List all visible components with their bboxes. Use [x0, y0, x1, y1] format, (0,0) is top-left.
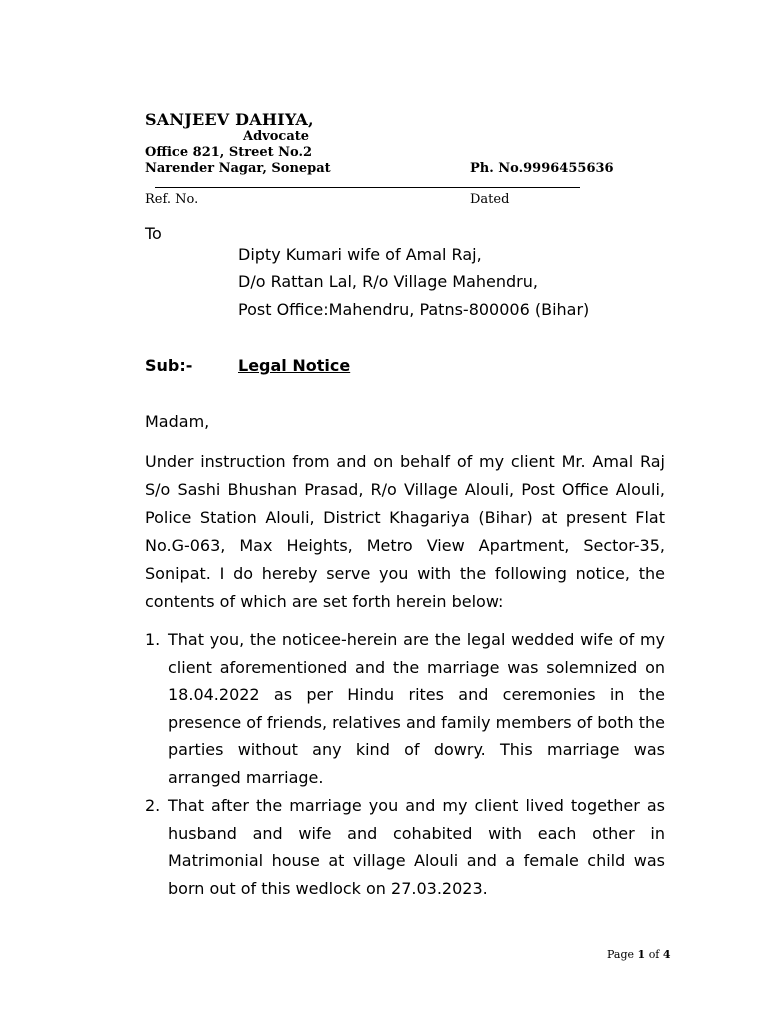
list-item: [145, 626, 665, 792]
list-item-number: 1.: [145, 630, 161, 649]
list-item: [145, 792, 665, 902]
to-label: To: [145, 224, 162, 243]
list-item-number: 2.: [145, 796, 161, 815]
subject-label: Sub:-: [145, 356, 193, 375]
recipient-line: D/o Rattan Lal, R/o Village Mahendru,: [238, 272, 538, 291]
notice-points-list: [145, 626, 665, 792]
list-item-text: That after the marriage you and my client lived together as husband and wife and cohabited with each other in Matrimonial house at village Alouli and a female child was born out of this wedlock on 27.03.2023.: [168, 796, 665, 898]
subject-text: Legal Notice: [238, 356, 351, 375]
advocate-name: SANJEEV DAHIYA,: [145, 110, 314, 129]
intro-paragraph: Under instruction from and on behalf of my client Mr. Amal Raj S/o Sashi Bhushan Prasad, R/o Village Alouli, Post Office Alouli, Police Station Alouli, District Khagariya (Bihar) at present Flat No.G-063, Max Heights, Metro View Apartment, Sector-35, Sonipat. I do hereby serve you with the following notice, the contents of which are set forth herein below:: [145, 452, 665, 611]
office-address-line2: Narender Nagar, Sonepat: [145, 161, 331, 176]
page-number: [607, 948, 671, 961]
of-word: of: [648, 948, 660, 961]
notice-points-list: [145, 792, 665, 902]
letterhead-divider: [155, 187, 580, 188]
advocate-title: Advocate: [243, 129, 310, 144]
page-word: Page: [607, 948, 635, 961]
phone-number: Ph. No.9996455636: [470, 161, 614, 176]
office-address-line1: Office 821, Street No.2: [145, 145, 313, 160]
current-page: 1: [637, 948, 646, 961]
salutation: Madam,: [145, 412, 210, 431]
recipient-line: Dipty Kumari wife of Amal Raj,: [238, 245, 482, 264]
total-pages: 4: [662, 948, 671, 961]
list-item-text: That you, the noticee-herein are the legal wedded wife of my client aforementioned and the marriage was solemnized on 18.04.2022 as per Hindu rites and ceremonies in the presence of friends, relatives and family members of both the parties without any kind of dowry. This marriage was arranged marriage.: [168, 630, 665, 787]
dated-label: Dated: [470, 192, 510, 207]
ref-number-label: Ref. No.: [145, 192, 199, 207]
recipient-line: Post Office:Mahendru, Patns-800006 (Bihar): [238, 300, 590, 319]
